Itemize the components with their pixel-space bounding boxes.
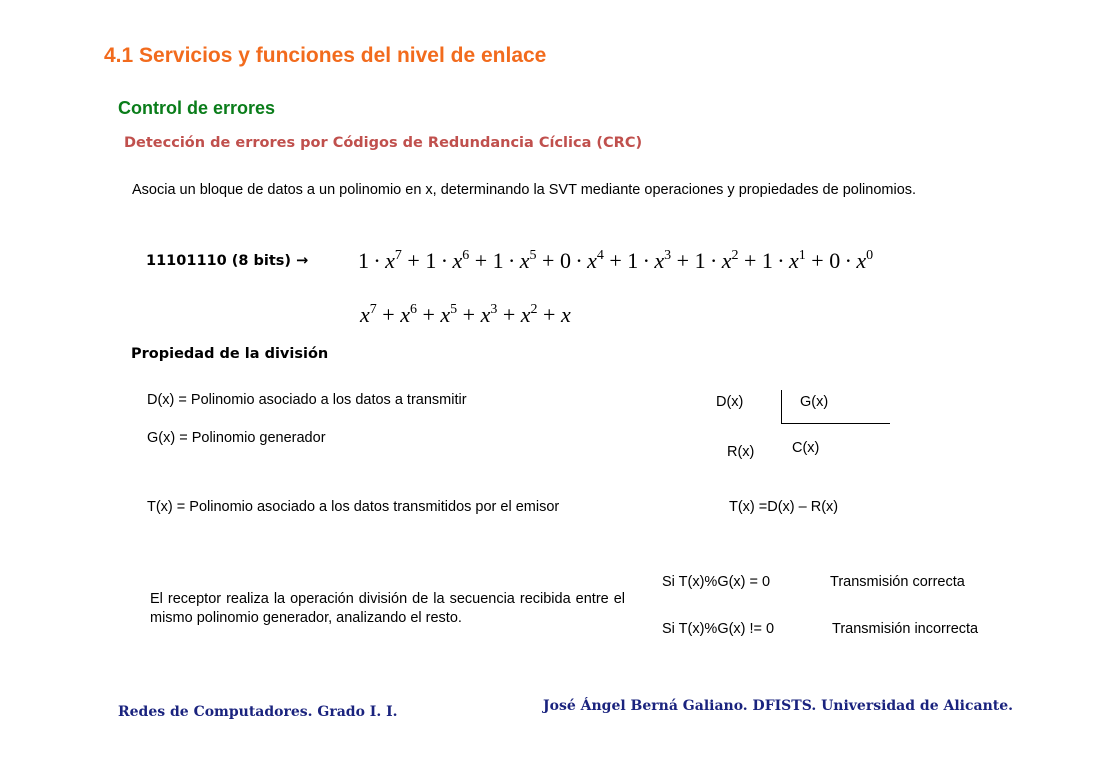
condition-error: Si T(x)%G(x) != 0 — [662, 621, 775, 637]
d-definition: D(x) = Polinomio asociado a los datos a transmitir — [147, 392, 467, 408]
result-ok: Transmisión correcta — [830, 574, 965, 590]
page-title: 4.1 Servicios y funciones del nivel de enlace — [104, 44, 547, 67]
polynomial-term: + $x^2$ — [497, 302, 538, 327]
simplified-polynomial — [360, 302, 571, 328]
expanded-polynomial — [358, 248, 873, 274]
polynomial-term: + x — [537, 302, 571, 327]
property-heading: Propiedad de la división — [131, 346, 329, 362]
polynomial-term: + $x^6$ — [376, 302, 417, 327]
g-definition: G(x) = Polinomio generador — [147, 430, 326, 446]
division-horizontal-line — [781, 423, 890, 424]
polynomial-term: $x^7$ — [360, 302, 377, 327]
receiver-paragraph: El receptor realiza la operación división de la secuencia recibida entre el mismo polinomio generador, analizando el resto. — [150, 591, 625, 626]
section-heading: Control de errores — [118, 98, 276, 118]
intro-paragraph: Asocia un bloque de datos a un polinomio en x, determinando la SVT mediante operaciones y propiedades de polinomios. — [132, 182, 917, 198]
bits-label: 11101110 (8 bits) → — [146, 253, 309, 269]
division-remainder: R(x) — [727, 444, 755, 460]
division-quotient: C(x) — [792, 440, 820, 456]
polynomial-term: + $x^3$ — [457, 302, 498, 327]
polynomial-term: + $0 \cdot x^0$ — [805, 248, 874, 273]
subsection-heading: Detección de errores por Códigos de Redundancia Cíclica (CRC) — [124, 135, 643, 151]
division-vertical-line — [781, 390, 782, 424]
polynomial-term: + $1 \cdot x^5$ — [469, 248, 537, 273]
polynomial-term: + $1 \cdot x^6$ — [401, 248, 470, 273]
polynomial-term: + $1 \cdot x^2$ — [671, 248, 739, 273]
result-error: Transmisión incorrecta — [832, 621, 979, 637]
polynomial-term: + $1 \cdot x^1$ — [738, 248, 806, 273]
t-definition: T(x) = Polinomio asociado a los datos transmitidos por el emisor — [147, 499, 560, 515]
polynomial-term: + $x^5$ — [416, 302, 458, 327]
t-formula: T(x) =D(x) – R(x) — [729, 499, 839, 515]
division-divisor: G(x) — [800, 394, 829, 410]
condition-ok: Si T(x)%G(x) = 0 — [662, 574, 771, 590]
polynomial-term: $1 \cdot x^7$ — [358, 248, 402, 273]
polynomial-term: + $1 \cdot x^3$ — [603, 248, 672, 273]
polynomial-term: + $0 \cdot x^4$ — [536, 248, 604, 273]
footer-author: José Ángel Berná Galiano. DFISTS. Universidad de Alicante. — [543, 698, 1014, 714]
division-dividend: D(x) — [716, 394, 744, 410]
footer-course: Redes de Computadores. Grado I. I. — [118, 704, 398, 720]
